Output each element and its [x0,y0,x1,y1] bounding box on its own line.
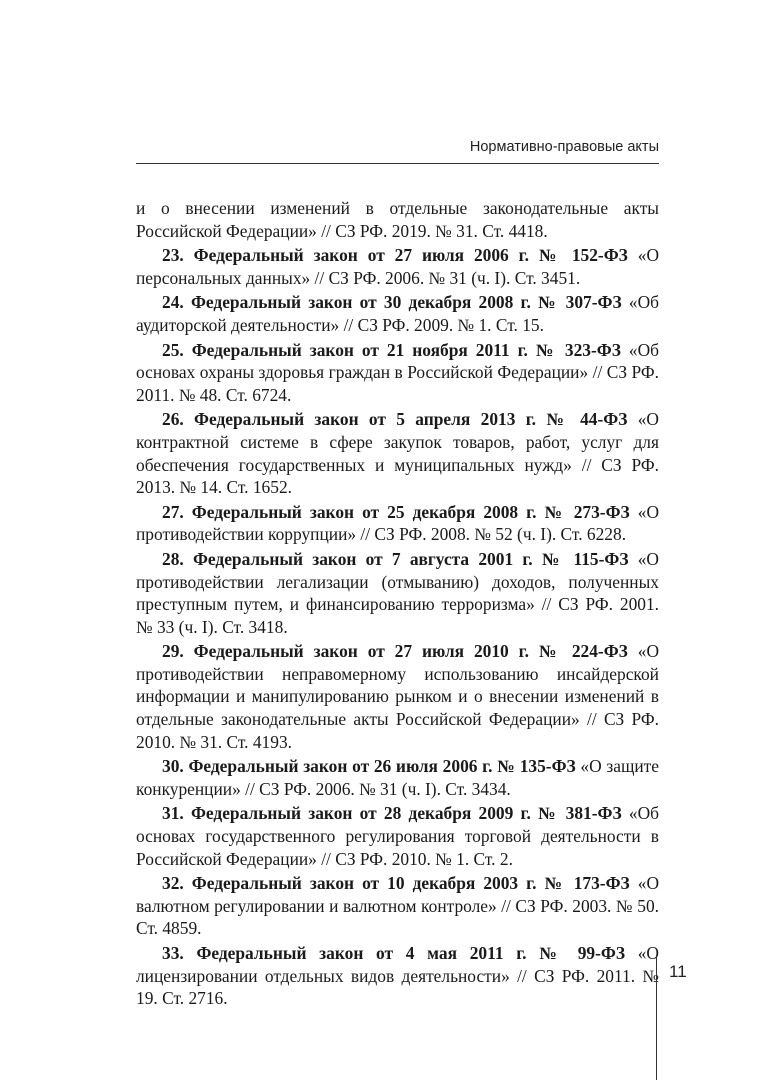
page-number-rule [656,955,657,1080]
law-heading: 29. Федеральный закон от 27 июля 2010 г. № 224-ФЗ [162,641,628,662]
list-item [136,548,659,638]
list-item [136,872,659,940]
law-heading: 30. Федеральный закон от 26 июля 2006 г. № 135-ФЗ [162,756,576,777]
law-citation: «О защите конкуренции» // СЗ РФ. 2006. № 31 (ч. I). Ст. 3434. [136,756,660,799]
list-item [136,802,659,870]
law-citation: «О персональных данных» // СЗ РФ. 2006. № 31 (ч. I). Ст. 3451. [136,245,660,288]
law-heading: 24. Федеральный закон от 30 декабря 2008 г. № 307-ФЗ [162,292,622,313]
law-heading: 33. Федеральный закон от 4 мая 2011 г. № 99-ФЗ [162,943,626,963]
law-heading: 26. Федеральный закон от 5 апреля 2013 г. № 44-ФЗ [162,409,628,430]
law-heading: 28. Федеральный закон от 7 августа 2001 г. № 115-ФЗ [162,548,629,569]
law-heading: 31. Федеральный закон от 28 декабря 2009 г. № 381-ФЗ [162,803,622,824]
list-item [136,244,659,289]
list-item [136,339,659,407]
list-item [136,408,659,498]
list-item [136,755,659,800]
law-heading: 25. Федеральный закон от 21 ноября 2011 г. № 323-ФЗ [162,339,621,360]
law-citation: «О противодействии неправомерному использованию инсайдерской информации и манипулированию рынком и о внесении изменений в отдельные законодательные акты Российской Федерации» // СЗ РФ. 2010. № 31. Ст. 4193. [136,641,660,752]
law-heading: 32. Федеральный закон от 10 декабря 2003 г. № 173-ФЗ [162,873,630,894]
page-number: 11 [669,962,687,981]
list-item [136,640,659,753]
list-item [136,501,659,546]
law-heading: 23. Федеральный закон от 27 июля 2006 г. № 152-ФЗ [162,245,628,266]
list-item [136,291,659,336]
continuation-text: и о внесении изменений в отдельные законодательные акты Российской Федерации» // СЗ РФ. 2019. № 31. Ст. 4418. [136,198,659,241]
law-heading: 27. Федеральный закон от 25 декабря 2008 г. № 273-ФЗ [162,501,630,522]
list-item [136,942,659,1010]
law-citation: «Об аудиторской деятельности» // СЗ РФ. 2009. № 1. Ст. 15. [136,292,660,335]
law-citation: «О противодействии легализации (отмыванию) доходов, полученных преступным путем, и финансированию терроризма» // СЗ РФ. 2001. № 33 (ч. I). Ст. 3418. [136,548,659,637]
running-title: Нормативно-правовые акты [469,139,659,155]
law-citation: «О контрактной системе в сфере закупок товаров, работ, услуг для обеспечения государственных и муниципальных нужд» // СЗ РФ. 2013. № 14. Ст. 1652. [136,409,659,498]
law-list [136,197,659,1010]
law-citation: «Об основах государственного регулирования торговой деятельности в Российской Федерации» // СЗ РФ. 2010. № 1. Ст. 2. [136,803,660,869]
law-citation: «Об основах охраны здоровья граждан в Российской Федерации» // СЗ РФ. 2011. № 48. Ст. 6724. [136,339,659,405]
law-citation: «О лицензировании отдельных видов деятельности» // СЗ РФ. 2011. № 19. Ст. 2716. [136,943,659,1009]
law-citation: «О валютном регулировании и валютном контроле» // СЗ РФ. 2003. № 50. Ст. 4859. [136,873,659,939]
header-rule [136,163,659,164]
law-citation: «О противодействии коррупции» // СЗ РФ. 2008. № 52 (ч. I). Ст. 6228. [136,501,659,545]
